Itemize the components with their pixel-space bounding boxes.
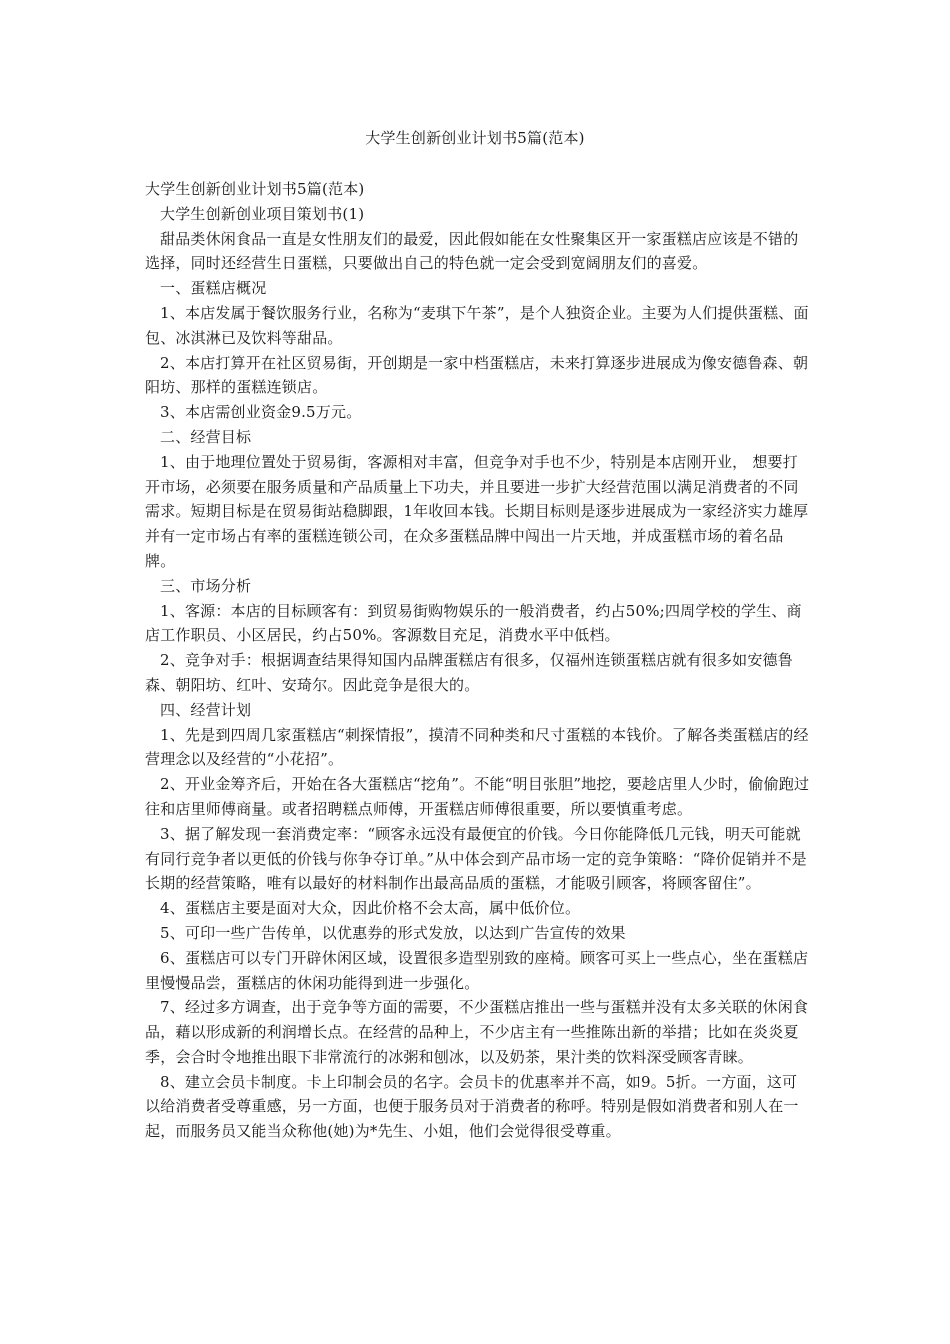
- paragraph: 大学生创新创业计划书5篇(范本): [145, 180, 365, 198]
- paragraph: 3、据了解发现一套消费定率：“顾客永远没有最便宜的价钱。今日你能降低几元钱，明天可能就有同行竞争者以更低的价钱与你争夺订单。”从中体会到产品市场一定的竞争策略：“降价促销并不是长期的经营策略，唯有以最好的材料制作出最高品质的蛋糕，才能吸引顾客，将顾客留住”。: [145, 824, 807, 893]
- paragraph: 6、蛋糕店可以专门开辟休闲区域，设置很多造型别致的座椅。顾客可买上一些点心，坐在蛋糕店里慢慢品尝，蛋糕店的休闲功能得到进一步强化。: [145, 948, 809, 992]
- paragraph: 1、由于地理位置处于贸易街，客源相对丰富，但竞争对手也不少，特别是本店刚开业， 想要打开市场，必须要在服务质量和产品质量上下功夫，并且要进一步扩大经营范围以满足消费者的不同需求。短期目标是在贸易街站稳脚跟，1年收回本钱。长期目标则是逐步进展成为一家经济实力雄厚并有一定市场占有率的蛋糕连锁公司，在众多蛋糕品牌中闯出一片天地，并成蛋糕市场的着名品牌。: [145, 452, 809, 570]
- paragraph: 3、本店需创业资金9.5万元。: [160, 403, 362, 422]
- paragraph: 2、开业金筹齐后，开始在各大蛋糕店“挖角”。不能“明目张胆”地挖，要趁店里人少时，偷偷跑过往和店里师傅商量。或者招聘糕点师傅，开蛋糕店师傅很重要，所以要慎重考虑。: [145, 775, 810, 818]
- paragraph: 1、先是到四周几家蛋糕店“刺探情报”，摸清不同种类和尺寸蛋糕的本钱价。了解各类蛋糕店的经营理念以及经营的“小花招”。: [145, 725, 809, 769]
- paragraph: 1、本店发属于餐饮服务行业，名称为“麦琪下午茶”，是个人独资企业。主要为人们提供蛋糕、面包、冰淇淋已及饮料等甜品。: [145, 303, 809, 347]
- paragraph: 1、客源：本店的目标顾客有：到贸易街购物娱乐的一般消费者，约占50%;四周学校的学生、商店工作职员、小区居民，约占50%。客源数目充足，消费水平中低档。: [145, 601, 802, 645]
- paragraph: 三、市场分析: [160, 576, 252, 595]
- paragraph: 7、经过多方调查，出于竞争等方面的需要，不少蛋糕店推出一些与蛋糕并没有太多关联的休闲食品，藉以形成新的利润增长点。在经营的品种上，不少店主有一些推陈出新的举措；比如在炎炎夏季，会合时令地推出眼下非常流行的冰粥和刨冰，以及奶茶，果汁类的饮料深受顾客青睐。: [145, 998, 809, 1066]
- paragraph: 甜品类休闲食品一直是女性朋友们的最爱，因此假如能在女性聚集区开一家蛋糕店应该是不错的选择，同时还经营生日蛋糕，只要做出自己的特色就一定会受到宽阔朋友们的喜爱。: [145, 229, 799, 273]
- paragraph: 四、经营计划: [160, 700, 252, 719]
- paragraph: 2、竞争对手：根据调查结果得知国内品牌蛋糕店有很多，仅福州连锁蛋糕店就有很多如安德鲁森、朝阳坊、红叶、安琦尔。因此竞争是很大的。: [145, 651, 793, 694]
- document-title: 大学生创新创业计划书5篇(范本): [365, 129, 585, 147]
- paragraph: 8、建立会员卡制度。卡上印制会员的名字。会员卡的优惠率并不高，如9。5折。一方面，这可以给消费者受尊重感，另一方面，也便于服务员对于消费者的称呼。特别是假如消费者和别人在一起，而服务员又能当众称他(她)为*先生、小姐，他们会觉得很受尊重。: [145, 1072, 799, 1141]
- document-body: [145, 177, 810, 1144]
- paragraph: 4、蛋糕店主要是面对大众，因此价格不会太高，属中低价位。: [160, 899, 581, 918]
- paragraph: 大学生创新创业项目策划书(1): [160, 204, 365, 223]
- paragraph: 2、本店打算开在社区贸易街，开创期是一家中档蛋糕店，未来打算逐步进展成为像安德鲁森、朝阳坊、那样的蛋糕连锁店。: [145, 353, 809, 397]
- paragraph: 5、可印一些广告传单，以优惠券的形式发放，以达到广告宣传的效果: [160, 923, 626, 942]
- paragraph: 一、蛋糕店概况: [160, 279, 267, 298]
- paragraph: 二、经营目标: [160, 427, 252, 446]
